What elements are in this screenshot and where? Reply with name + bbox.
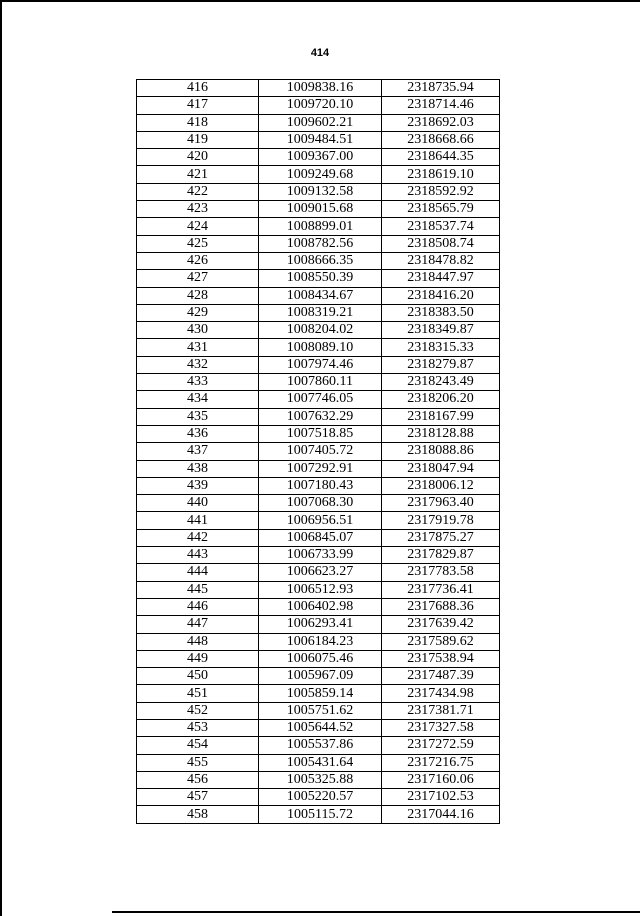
point-number-cell: 423 <box>137 201 259 218</box>
point-number-cell: 452 <box>137 702 259 719</box>
x-coordinate-cell: 1005431.64 <box>259 754 382 771</box>
table-row <box>137 149 500 166</box>
point-number-cell: 455 <box>137 754 259 771</box>
y-coordinate-cell: 2317875.27 <box>382 529 500 546</box>
y-coordinate-cell: 2318243.49 <box>382 374 500 391</box>
y-coordinate-cell: 2317102.53 <box>382 789 500 806</box>
table-row <box>137 97 500 114</box>
point-number-cell: 429 <box>137 304 259 321</box>
y-coordinate-cell: 2317538.94 <box>382 650 500 667</box>
table-row <box>137 598 500 615</box>
y-coordinate-cell: 2317589.62 <box>382 633 500 650</box>
y-coordinate-cell: 2318735.94 <box>382 80 500 97</box>
x-coordinate-cell: 1007974.46 <box>259 356 382 373</box>
x-coordinate-cell: 1005220.57 <box>259 789 382 806</box>
table-row <box>137 806 500 823</box>
x-coordinate-cell: 1006512.93 <box>259 581 382 598</box>
x-coordinate-cell: 1009015.68 <box>259 201 382 218</box>
x-coordinate-cell: 1006733.99 <box>259 547 382 564</box>
point-number-cell: 444 <box>137 564 259 581</box>
table-row <box>137 356 500 373</box>
table-row <box>137 702 500 719</box>
table-row <box>137 668 500 685</box>
table-row <box>137 685 500 702</box>
point-number-cell: 430 <box>137 322 259 339</box>
x-coordinate-cell: 1005751.62 <box>259 702 382 719</box>
y-coordinate-cell: 2317381.71 <box>382 702 500 719</box>
y-coordinate-cell: 2317044.16 <box>382 806 500 823</box>
x-coordinate-cell: 1008434.67 <box>259 287 382 304</box>
table-row <box>137 131 500 148</box>
point-number-cell: 451 <box>137 685 259 702</box>
y-coordinate-cell: 2318644.35 <box>382 149 500 166</box>
y-coordinate-cell: 2318478.82 <box>382 252 500 269</box>
table-row <box>137 183 500 200</box>
table-row <box>137 754 500 771</box>
scan-bottom-border <box>112 911 640 913</box>
y-coordinate-cell: 2318416.20 <box>382 287 500 304</box>
table-row <box>137 322 500 339</box>
x-coordinate-cell: 1009484.51 <box>259 131 382 148</box>
y-coordinate-cell: 2318565.79 <box>382 201 500 218</box>
y-coordinate-cell: 2318383.50 <box>382 304 500 321</box>
x-coordinate-cell: 1009249.68 <box>259 166 382 183</box>
coordinates-table-body <box>137 80 500 824</box>
x-coordinate-cell: 1007746.05 <box>259 391 382 408</box>
x-coordinate-cell: 1006845.07 <box>259 529 382 546</box>
y-coordinate-cell: 2317434.98 <box>382 685 500 702</box>
y-coordinate-cell: 2317639.42 <box>382 616 500 633</box>
point-number-cell: 417 <box>137 97 259 114</box>
point-number-cell: 428 <box>137 287 259 304</box>
x-coordinate-cell: 1009132.58 <box>259 183 382 200</box>
y-coordinate-cell: 2318047.94 <box>382 460 500 477</box>
table-row <box>137 547 500 564</box>
y-coordinate-cell: 2317783.58 <box>382 564 500 581</box>
y-coordinate-cell: 2318128.88 <box>382 425 500 442</box>
y-coordinate-cell: 2317688.36 <box>382 598 500 615</box>
table-row <box>137 270 500 287</box>
scan-left-border <box>0 0 2 916</box>
point-number-cell: 439 <box>137 477 259 494</box>
y-coordinate-cell: 2317963.40 <box>382 495 500 512</box>
point-number-cell: 431 <box>137 339 259 356</box>
table-row <box>137 304 500 321</box>
y-coordinate-cell: 2317829.87 <box>382 547 500 564</box>
x-coordinate-cell: 1007632.29 <box>259 408 382 425</box>
table-row <box>137 633 500 650</box>
x-coordinate-cell: 1005859.14 <box>259 685 382 702</box>
point-number-cell: 453 <box>137 719 259 736</box>
point-number-cell: 456 <box>137 771 259 788</box>
y-coordinate-cell: 2317216.75 <box>382 754 500 771</box>
x-coordinate-cell: 1007068.30 <box>259 495 382 512</box>
table-row <box>137 650 500 667</box>
point-number-cell: 427 <box>137 270 259 287</box>
table-row <box>137 391 500 408</box>
y-coordinate-cell: 2318006.12 <box>382 477 500 494</box>
point-number-cell: 425 <box>137 235 259 252</box>
x-coordinate-cell: 1006402.98 <box>259 598 382 615</box>
point-number-cell: 420 <box>137 149 259 166</box>
point-number-cell: 419 <box>137 131 259 148</box>
table-row <box>137 218 500 235</box>
point-number-cell: 454 <box>137 737 259 754</box>
y-coordinate-cell: 2318592.92 <box>382 183 500 200</box>
x-coordinate-cell: 1005325.88 <box>259 771 382 788</box>
x-coordinate-cell: 1008782.56 <box>259 235 382 252</box>
x-coordinate-cell: 1007405.72 <box>259 443 382 460</box>
x-coordinate-cell: 1008666.35 <box>259 252 382 269</box>
table-row <box>137 719 500 736</box>
y-coordinate-cell: 2317327.58 <box>382 719 500 736</box>
y-coordinate-cell: 2318088.86 <box>382 443 500 460</box>
table-row <box>137 564 500 581</box>
point-number-cell: 446 <box>137 598 259 615</box>
x-coordinate-cell: 1008204.02 <box>259 322 382 339</box>
x-coordinate-cell: 1006184.23 <box>259 633 382 650</box>
table-row <box>137 495 500 512</box>
y-coordinate-cell: 2317919.78 <box>382 512 500 529</box>
point-number-cell: 433 <box>137 374 259 391</box>
table-row <box>137 529 500 546</box>
point-number-cell: 434 <box>137 391 259 408</box>
y-coordinate-cell: 2318619.10 <box>382 166 500 183</box>
point-number-cell: 432 <box>137 356 259 373</box>
point-number-cell: 442 <box>137 529 259 546</box>
point-number-cell: 435 <box>137 408 259 425</box>
x-coordinate-cell: 1007860.11 <box>259 374 382 391</box>
table-row <box>137 166 500 183</box>
y-coordinate-cell: 2318508.74 <box>382 235 500 252</box>
point-number-cell: 440 <box>137 495 259 512</box>
y-coordinate-cell: 2317272.59 <box>382 737 500 754</box>
table-row <box>137 581 500 598</box>
point-number-cell: 436 <box>137 425 259 442</box>
point-number-cell: 457 <box>137 789 259 806</box>
point-number-cell: 450 <box>137 668 259 685</box>
table-row <box>137 789 500 806</box>
y-coordinate-cell: 2318692.03 <box>382 114 500 131</box>
y-coordinate-cell: 2318279.87 <box>382 356 500 373</box>
point-number-cell: 418 <box>137 114 259 131</box>
scan-top-border <box>0 0 640 2</box>
coordinates-table <box>136 79 500 824</box>
point-number-cell: 449 <box>137 650 259 667</box>
x-coordinate-cell: 1009602.21 <box>259 114 382 131</box>
table-row <box>137 80 500 97</box>
point-number-cell: 422 <box>137 183 259 200</box>
point-number-cell: 437 <box>137 443 259 460</box>
y-coordinate-cell: 2317160.06 <box>382 771 500 788</box>
x-coordinate-cell: 1006075.46 <box>259 650 382 667</box>
x-coordinate-cell: 1007518.85 <box>259 425 382 442</box>
y-coordinate-cell: 2317736.41 <box>382 581 500 598</box>
table-row <box>137 374 500 391</box>
table-row <box>137 252 500 269</box>
table-row <box>137 443 500 460</box>
table-row <box>137 460 500 477</box>
x-coordinate-cell: 1005115.72 <box>259 806 382 823</box>
table-row <box>137 425 500 442</box>
table-row <box>137 771 500 788</box>
x-coordinate-cell: 1009838.16 <box>259 80 382 97</box>
page-number: 414 <box>310 47 330 59</box>
point-number-cell: 426 <box>137 252 259 269</box>
x-coordinate-cell: 1006293.41 <box>259 616 382 633</box>
table-row <box>137 737 500 754</box>
point-number-cell: 438 <box>137 460 259 477</box>
y-coordinate-cell: 2318206.20 <box>382 391 500 408</box>
table-row <box>137 512 500 529</box>
y-coordinate-cell: 2318537.74 <box>382 218 500 235</box>
point-number-cell: 445 <box>137 581 259 598</box>
x-coordinate-cell: 1006956.51 <box>259 512 382 529</box>
table-row <box>137 287 500 304</box>
y-coordinate-cell: 2318349.87 <box>382 322 500 339</box>
x-coordinate-cell: 1009367.00 <box>259 149 382 166</box>
point-number-cell: 421 <box>137 166 259 183</box>
y-coordinate-cell: 2318668.66 <box>382 131 500 148</box>
x-coordinate-cell: 1009720.10 <box>259 97 382 114</box>
point-number-cell: 416 <box>137 80 259 97</box>
point-number-cell: 448 <box>137 633 259 650</box>
x-coordinate-cell: 1005537.86 <box>259 737 382 754</box>
table-row <box>137 408 500 425</box>
point-number-cell: 424 <box>137 218 259 235</box>
point-number-cell: 443 <box>137 547 259 564</box>
x-coordinate-cell: 1008899.01 <box>259 218 382 235</box>
x-coordinate-cell: 1008089.10 <box>259 339 382 356</box>
x-coordinate-cell: 1005644.52 <box>259 719 382 736</box>
point-number-cell: 447 <box>137 616 259 633</box>
table-row <box>137 477 500 494</box>
y-coordinate-cell: 2318714.46 <box>382 97 500 114</box>
x-coordinate-cell: 1008550.39 <box>259 270 382 287</box>
x-coordinate-cell: 1007180.43 <box>259 477 382 494</box>
x-coordinate-cell: 1008319.21 <box>259 304 382 321</box>
table-row <box>137 339 500 356</box>
table-row <box>137 114 500 131</box>
y-coordinate-cell: 2318447.97 <box>382 270 500 287</box>
table-row <box>137 616 500 633</box>
point-number-cell: 441 <box>137 512 259 529</box>
x-coordinate-cell: 1007292.91 <box>259 460 382 477</box>
table-row <box>137 235 500 252</box>
table-row <box>137 201 500 218</box>
y-coordinate-cell: 2317487.39 <box>382 668 500 685</box>
point-number-cell: 458 <box>137 806 259 823</box>
x-coordinate-cell: 1006623.27 <box>259 564 382 581</box>
y-coordinate-cell: 2318315.33 <box>382 339 500 356</box>
y-coordinate-cell: 2318167.99 <box>382 408 500 425</box>
x-coordinate-cell: 1005967.09 <box>259 668 382 685</box>
